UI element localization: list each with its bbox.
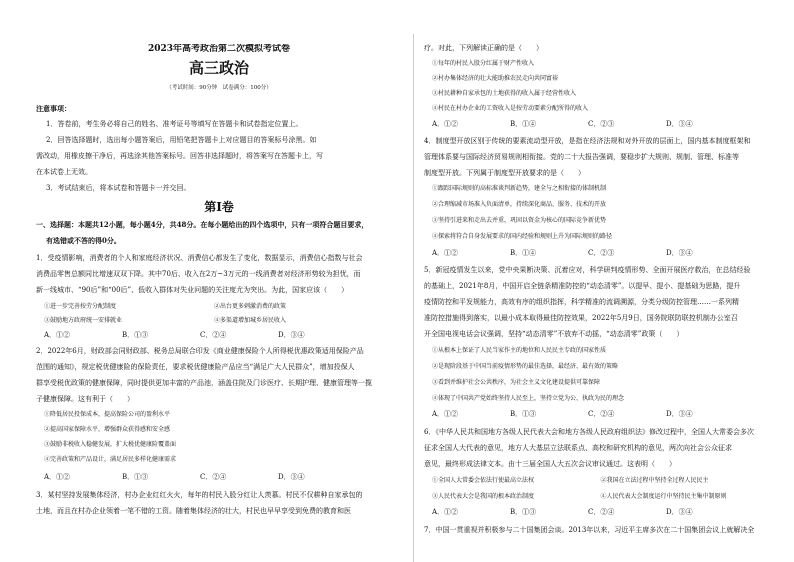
time-info: （考试时间：90分钟 试卷满分：100分） [166, 85, 272, 91]
answer-choice: D．③④ [278, 473, 305, 481]
answer-choice: A．①② [432, 249, 459, 257]
option-row [36, 316, 402, 326]
notes-heading: 注意事项： [36, 104, 71, 113]
option: ④人民代表大会制度运行中坚持民主集中制原则 [600, 493, 727, 500]
option: ①全国人大常委会依法行使最高立法权 [432, 477, 535, 484]
answer-choice: C．②④ [588, 508, 615, 516]
option-row [424, 476, 769, 486]
answer-choice: C．②④ [588, 410, 615, 418]
answer-choice: B．①③ [122, 331, 149, 339]
answer-choice: B．①③ [510, 410, 537, 418]
note-line: 在本试卷上无效。 [36, 168, 92, 176]
column-divider [413, 34, 414, 562]
answer-choices [36, 331, 402, 341]
question-stem: 疗。对此，下列解读正确的是（ ） [424, 44, 543, 52]
question-stem: 5．新冠疫情发生以来，党中央果断决策、沉着应对，科学研判疫情形势、全面开展医疗救治，在总结经验 [424, 266, 751, 274]
answer-choice: C．②③ [588, 120, 615, 128]
answer-choices [36, 473, 402, 483]
answer-choice: D．③④ [666, 508, 693, 516]
exam-title: 2023年高考政治第二次模拟考试卷 [147, 44, 291, 54]
question-stem: 征求全国人大代表的意见，地方人大基层立法联系点、高校和研究机构的意见，两次向社会公众征求 [424, 444, 732, 452]
question-stem: 新一线城市、“90后”和“00后”、低收入群体对失业问题的关注度尤为突出。为此，国家应该（ ） [36, 286, 349, 294]
option: ①进一步完善按劳分配制度 [44, 303, 117, 310]
question-stem: 意见，最终形成法律文本。由十三届全国人大五次会议审议通过。这表明（ ） [424, 460, 676, 468]
option: ①从根本上保证了人民当家作主的地位和人民民主专政的国家性质 [432, 347, 607, 354]
left-column [36, 0, 402, 562]
subject-title: 高三政治 [188, 60, 249, 77]
answer-choice: D．③④ [666, 249, 693, 257]
question-stem: 疫情防控和平发规能力，高效有序的组织指挥，科学精准的流调溯源，分类分级防控管理……一系列精 [424, 298, 739, 306]
answer-choice: A．①② [432, 410, 459, 418]
option: ②我国在立法过程中坚持全过程人民民主 [600, 477, 709, 484]
answer-choice: D．③④ [666, 410, 693, 418]
question-stem: 消费品零售总额同比增速双双下降。其中70后、收入在2万~3万元的一线消费者对经济形势较为担忧，而 [36, 270, 361, 278]
option: ②提高国家保障水平，增强群众获得感和安全感 [44, 426, 171, 433]
note-line: 3．考试结束后，将本试卷和答题卡一并交回。 [46, 184, 191, 192]
answer-choice: D．③④ [278, 331, 305, 339]
option: ①每年的村民入股分红属于财产性收入 [432, 60, 535, 67]
option-row [36, 302, 402, 312]
question-stem: 管理体系要与国际经济贸易规则相衔接。党的二十大报告强调，要稳步扩大规则、规制、管理、标准等 [424, 153, 739, 161]
option: ③鼓励非税收入稳健发展，扩大税优健康险覆盖面 [44, 441, 177, 448]
option: ③坚持引进来和走出去并重，巩固以资金为核心的国际竞争新优势 [432, 217, 607, 224]
option: ④体现了中国共产党始终坚持人民至上，坚持立党为公、执政为民的理念 [432, 395, 625, 402]
section-title: 第Ⅰ卷 [204, 200, 234, 214]
question-stem: 4．制度型开放区别于传统的要素流动型开放，是指在经济法规和对外开放的层面上，国内基本制度框架和 [424, 137, 751, 145]
answer-choice: B．①④ [510, 120, 537, 128]
question-stem: 2．2022年6月，财政部会同财政部、税务总局联合印发《商业健康保险个人所得税优惠政策适用保险产品 [36, 347, 364, 355]
question-stem: 群享受税优政策的健康保障，同时提供更加丰富的产品池，涵盖住院及门诊医疗、长期护理、健康管理等一揽 [36, 379, 372, 387]
question-stem: 6．《中华人民共和国地方各级人民代表大会和地方各级人民政府组织法》修改过程中，全国人大常委会多次 [424, 428, 754, 436]
option: ④完善政策和产品设计，满足居民多样化健康需求 [44, 456, 177, 463]
answer-choices [424, 410, 769, 420]
right-column [424, 0, 769, 562]
option: ①跟踪国际规则的高标准谈判新趋势，建全与之相衔接的体制机制 [432, 185, 607, 192]
option: ③村民耕种自家承包的土地获得的收入属于经营性收入 [432, 90, 577, 97]
note-line: 1．答卷前，考生务必将自己的姓名、准考证号等填写在答题卡和试卷指定位置上。 [46, 120, 303, 128]
answer-choice: C．②④ [200, 473, 227, 481]
option: ④多渠道增加城乡居民收入 [214, 317, 287, 324]
question-stem: 7．中国一贯重视并积极参与二十国集团会谈。2013年以来，习近平主席多次在二十国集团会议上就解决全 [424, 526, 755, 534]
answer-choice: A．①② [44, 331, 71, 339]
answer-choice: A．①② [44, 473, 71, 481]
answer-choice: D．③④ [666, 120, 693, 128]
question-stem: 土地，而且在村办企业领着一笔不错的工资。随着集体经济的壮大，村民也早早享受到免费的教育和医 [36, 507, 351, 515]
option: ②合理缩减市场准入负面清单，持续深化商品、服务、技术的开放 [432, 201, 607, 208]
option: ②村办集体经济的壮大能助推农民走向共同富裕 [432, 75, 559, 82]
question-stem: 制度型开放。下列属于制度型开放要求的是（ ） [424, 169, 585, 177]
answer-choice: B．①③ [122, 473, 149, 481]
option: ③人民代表大会是我国的根本政治制度 [432, 493, 535, 500]
answer-choice: B．①③ [510, 508, 537, 516]
note-line: 需改动，用橡皮擦干净后，再选涂其他答案标号。回答非选择题时，将答案写在答题卡上，写 [36, 152, 323, 160]
option-row [424, 492, 769, 502]
option: ④探索将符合自身发展要求的国内经验和规则上升为国际规则的路径 [432, 233, 613, 240]
answer-choices [424, 249, 769, 259]
answer-choice: B．①④ [510, 249, 537, 257]
option: ①降低居民投保成本，提高保险公司的盈利水平 [44, 411, 171, 418]
question-stem: 子健康保障。这有利于（ ） [36, 395, 134, 403]
question-stem: 范围的通知》，规定税优健康险的保险责任，要求税优健康险产品应当“满足广大人民群众”，增加投保人 [36, 363, 355, 371]
question-stem: 开全国电视电话会议强调，坚持“动态清零”不放弃不动摇，“动态清零”政策（ ） [424, 330, 684, 338]
question-stem: 的基础上，2021年8月，中国开启全链条精准防控的“动态清零”。以提早、提小、提基础为思路，提升 [424, 282, 741, 290]
question-stem: 准防控措施得到落实，以最小成本取得最佳防控效果，2022年5月9日，国务院联防联控机制办公室召 [424, 314, 738, 322]
answer-choice: A．①② [432, 120, 459, 128]
answer-choice: C．②④ [200, 331, 227, 339]
answer-choice: A．①② [432, 508, 459, 516]
option: ③鼓励地方政府统一安排就业 [44, 317, 123, 324]
question-stem: 3．某村坚持发展集体经济，村办企业红红火火，每年的村民入股分红让人羡慕。村民不仅耕种自家承包的 [36, 491, 363, 499]
section-intro: 一、选择题：本题共12小题，每小题4分，共48分。在每小题给出的四个选项中，只有一项符合题目要求， [36, 220, 369, 229]
option: ④村民在村办企业的工资收入是按劳动要素分配所得的收入 [432, 105, 589, 112]
answer-choice: C．②③ [588, 249, 615, 257]
answer-choices [424, 120, 769, 130]
note-line: 2．回答选择题时，选出每小题答案后，用铅笔把答题卡上对应题目的答案标号涂黑。如 [46, 136, 317, 144]
section-intro: 有选错或不答的得0分。 [46, 236, 121, 245]
question-stem: 1．受疫情影响，消费者的个人和家庭经济状况、消费信心都发生了变化，数据显示，消费信心指数与社会 [36, 254, 363, 262]
option: ②是现阶段基于中国当前疫情形势的最佳选择，最经济、最有效的策略 [432, 363, 619, 370]
option: ②出台更多刺激消费的政策 [214, 303, 287, 310]
answer-choices [424, 508, 769, 518]
option: ③看到并维护社会公共秩序，为社会主义文化建设提供可靠保障 [432, 379, 601, 386]
